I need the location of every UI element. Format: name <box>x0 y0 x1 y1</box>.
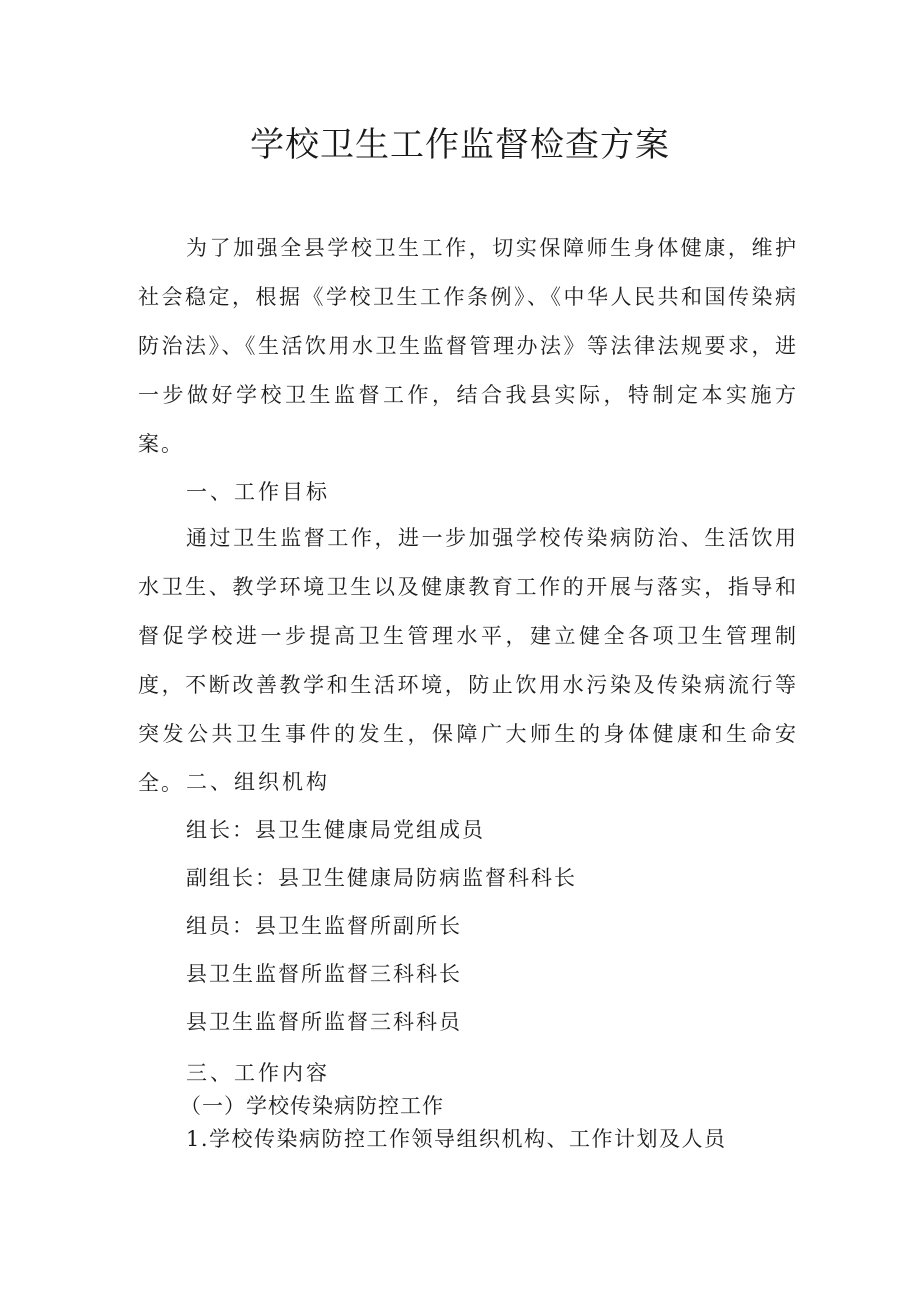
org-member-line: 县卫生监督所监督三科科员 <box>186 1010 462 1034</box>
section-heading-content: 三、工作内容 <box>186 1061 330 1085</box>
goals-paragraph: 通过卫生监督工作，进一步加强学校传染病防治、生活饮用水卫生、教学环境卫生以及健康教育工作的开展与落实，指导和督促学校进一步提高卫生管理水平，建立健全各项卫生管理制度，不断改善教学和生活环境，防止饮用水污染及传染病流行等突发公共卫生事件的发生，保障广大师生的身体健康和生命安全。 <box>138 526 798 795</box>
intro-paragraph: 为了加强全县学校卫生工作，切实保障师生身体健康，维护社会稳定，根据《学校卫生工作条例》、《中华人民共和国传染病防治法》、《生活饮用水卫生监督管理办法》等法律法规要求，进一步做好学校卫生监督工作，结合我县实际，特制定本实施方案。 <box>138 236 798 456</box>
org-member-line: 组员：县卫生监督所副所长 <box>186 914 462 938</box>
subsection-heading: （一）学校传染病防控工作 <box>180 1094 444 1118</box>
list-item: 1.学校传染病防控工作领导组织机构、工作计划及人员 <box>186 1127 727 1151</box>
org-member-line: 副组长：县卫生健康局防病监督科科长 <box>186 866 577 890</box>
org-member-line: 组长：县卫生健康局党组成员 <box>186 818 485 842</box>
org-member-line: 县卫生监督所监督三科科长 <box>186 962 462 986</box>
document-title: 学校卫生工作监督检查方案 <box>250 125 670 165</box>
section-heading-organization: 二、组织机构 <box>186 770 330 794</box>
section-heading-goals: 一、工作目标 <box>186 480 330 504</box>
